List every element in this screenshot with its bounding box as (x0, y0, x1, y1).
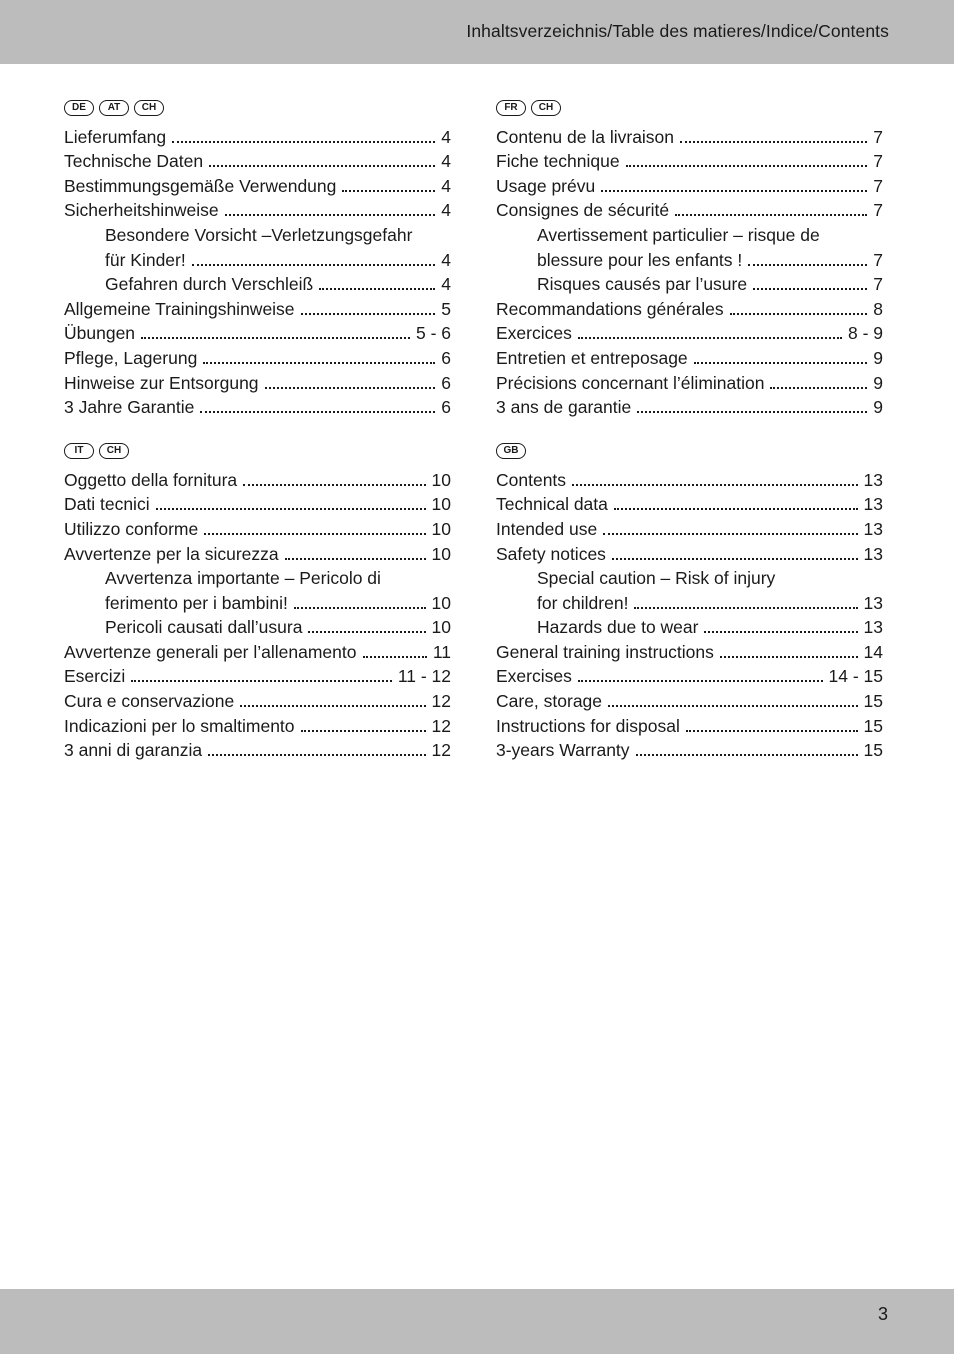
toc-entry (496, 514, 883, 539)
toc-entry-label: Hinweise zur Entsorgung (64, 372, 259, 393)
toc-entry-label: Oggetto della fornitura (64, 469, 238, 490)
toc-entry-label: Avvertenze per la sicurezza (64, 543, 279, 564)
toc-entry-label: Übungen (64, 323, 136, 344)
toc-entry (496, 270, 883, 295)
toc-entry (64, 637, 451, 662)
country-badge-fr: FR (496, 100, 526, 116)
toc-entry-label: Gefahren durch Verschleiß (105, 274, 314, 295)
toc-entry-label: Indicazioni per lo smaltimento (64, 715, 295, 736)
dot-leader (686, 727, 858, 732)
toc-entry-page: 11 - 12 (397, 666, 451, 687)
dot-leader (770, 384, 867, 389)
dot-leader (301, 310, 436, 315)
toc-entry-page: 13 (863, 518, 883, 539)
toc-entry-page: 12 (431, 715, 451, 736)
country-badges (64, 96, 451, 120)
toc-entry (496, 539, 883, 564)
dot-leader (204, 530, 425, 535)
toc-entry-label: Précisions concernant l’élimination (496, 372, 765, 393)
dot-leader (363, 653, 427, 658)
dot-leader (608, 702, 858, 707)
toc-entry (496, 171, 883, 196)
toc-entry-page: 4 (441, 274, 451, 295)
dot-leader (319, 285, 435, 290)
toc-entry (64, 294, 451, 319)
toc-entry (496, 686, 883, 711)
page-number: 3 (877, 1304, 888, 1324)
toc-entry-label: Avvertenza importante – Pericolo di (105, 568, 381, 589)
toc-entry (64, 711, 451, 736)
toc-entry (496, 662, 883, 687)
dot-leader (192, 261, 436, 266)
toc-entry-page: 7 (873, 274, 883, 295)
toc-entry-page: 7 (873, 175, 883, 196)
toc-entry-page: 12 (431, 740, 451, 761)
toc-entry (64, 662, 451, 687)
toc-entry (64, 514, 451, 539)
toc-entry-page: 13 (863, 592, 883, 613)
dot-leader (203, 359, 435, 364)
toc-entry-label: Lieferumfang (64, 126, 167, 147)
dot-leader (572, 481, 857, 486)
toc-entry (496, 613, 883, 638)
left-column (64, 96, 451, 782)
toc-entry-page: 8 (873, 298, 883, 319)
toc-entry-label: Contenu de la livraison (496, 126, 675, 147)
toc-entry-page: 4 (441, 175, 451, 196)
toc-entry (496, 588, 883, 613)
toc-entry-page: 10 (431, 617, 451, 638)
toc-entry-page: 5 - 6 (415, 323, 451, 344)
toc-entry-label: 3 ans de garantie (496, 397, 632, 418)
toc-entry-label: Technische Daten (64, 151, 204, 172)
dot-leader (243, 481, 425, 486)
toc-entry-label: Utilizzo conforme (64, 518, 199, 539)
toc-entry-page: 4 (441, 126, 451, 147)
toc-entry-page: 6 (441, 397, 451, 418)
toc-entry-page: 5 (441, 298, 451, 319)
toc-entry-label: 3 anni di garanzia (64, 740, 203, 761)
country-badges (496, 96, 883, 120)
page-header-title: Inhaltsverzeichnis/Table des matieres/Indice/Contents (466, 21, 889, 41)
toc-entry-label: 3-years Warranty (496, 740, 630, 761)
toc-entry-page: 6 (441, 372, 451, 393)
toc-entry (496, 220, 883, 245)
toc-entry-page: 14 (863, 641, 883, 662)
dot-leader (308, 628, 425, 633)
toc-entry (496, 245, 883, 270)
footer-bar (0, 1289, 954, 1354)
country-badge-at: AT (99, 100, 129, 116)
toc-entry-label: Recommandations générales (496, 298, 724, 319)
toc-entry (64, 343, 451, 368)
toc-entry-page: 9 (873, 397, 883, 418)
country-badge-ch: CH (531, 100, 561, 116)
toc-entry (64, 270, 451, 295)
toc-entry-label: Contents (496, 469, 567, 490)
toc-entry-page: 15 (863, 740, 883, 761)
toc-entry-page: 12 (431, 691, 451, 712)
toc-entry-page: 10 (431, 494, 451, 515)
toc-entry-page: 13 (863, 469, 883, 490)
toc-entry (64, 686, 451, 711)
toc-entry-page: 8 - 9 (847, 323, 883, 344)
dot-leader (225, 211, 436, 216)
dot-leader (748, 261, 867, 266)
toc-entry-page: 11 (432, 641, 451, 662)
dot-leader (675, 211, 867, 216)
dot-leader (301, 727, 426, 732)
toc-section-gb (496, 439, 883, 760)
toc-entry-page: 7 (873, 126, 883, 147)
toc-entry-page: 4 (441, 200, 451, 221)
dot-leader (720, 653, 858, 658)
dot-leader (612, 555, 858, 560)
dot-leader (636, 751, 858, 756)
toc-entry-page: 7 (873, 151, 883, 172)
dot-leader (209, 162, 435, 167)
toc-entry-label: Pflege, Lagerung (64, 347, 198, 368)
dot-leader (156, 505, 426, 510)
country-badge-it: IT (64, 443, 94, 459)
toc-entry (64, 588, 451, 613)
country-badges (64, 439, 451, 463)
toc-entry (64, 171, 451, 196)
dot-leader (141, 334, 410, 339)
dot-leader (294, 604, 426, 609)
toc-entry-page: 15 (863, 691, 883, 712)
toc-entry (496, 393, 883, 418)
toc-entry-page: 7 (873, 249, 883, 270)
dot-leader (200, 408, 435, 413)
toc-entry (496, 490, 883, 515)
toc-entry (496, 294, 883, 319)
country-badges (496, 439, 883, 463)
toc-entry-label: Fiche technique (496, 151, 620, 172)
dot-leader (578, 677, 823, 682)
toc-entry-label: Instructions for disposal (496, 715, 680, 736)
toc-entry (64, 613, 451, 638)
toc-entry (64, 220, 451, 245)
toc-entry-label: Safety notices (496, 543, 606, 564)
dot-leader (753, 285, 867, 290)
dot-leader (680, 138, 867, 143)
dot-leader (614, 505, 858, 510)
toc-entry (496, 122, 883, 147)
toc-entry (64, 368, 451, 393)
toc-entry-page: 13 (863, 543, 883, 564)
toc-entry (496, 147, 883, 172)
country-badge-gb: GB (496, 443, 526, 459)
toc-entry (64, 245, 451, 270)
toc-section-it (64, 439, 451, 760)
toc-entry (64, 539, 451, 564)
dot-leader (704, 628, 857, 633)
toc-entry-label: blessure pour les enfants ! (537, 249, 743, 270)
toc-entry-page: 10 (431, 543, 451, 564)
toc-entry-page: 4 (441, 151, 451, 172)
toc-entry (64, 196, 451, 221)
toc-entry-label: Exercises (496, 666, 572, 687)
dot-leader (240, 702, 425, 707)
toc-entry (64, 393, 451, 418)
toc-entry-label: Allgemeine Trainingshinweise (64, 298, 295, 319)
toc-entry-label: für Kinder! (105, 249, 186, 270)
toc-entry-page: 6 (441, 347, 451, 368)
dot-leader (603, 530, 857, 535)
toc-entry-label: Risques causés par l’usure (537, 274, 748, 295)
toc-entry (64, 465, 451, 490)
dot-leader (634, 604, 857, 609)
toc-entry-label: Exercices (496, 323, 572, 344)
toc-entry-label: Care, storage (496, 691, 603, 712)
toc-entry (496, 564, 883, 589)
toc-entry-page: 13 (863, 494, 883, 515)
toc-entry-label: Sicherheitshinweise (64, 200, 219, 221)
dot-leader (626, 162, 868, 167)
toc-entry-label: Besondere Vorsicht –Verletzungsgefahr (105, 224, 413, 245)
toc-entry (64, 122, 451, 147)
toc-entry (64, 490, 451, 515)
toc-section-de (64, 96, 451, 417)
toc-entry-label: Avertissement particulier – risque de (537, 224, 820, 245)
toc-entry-label: Pericoli causati dall’usura (105, 617, 303, 638)
toc-entry-label: General training instructions (496, 641, 714, 662)
dot-leader (637, 408, 867, 413)
toc-entry-label: Avvertenze generali per l’allenamento (64, 641, 357, 662)
toc-entry-label: Cura e conservazione (64, 691, 235, 712)
header-bar (0, 0, 954, 64)
dot-leader (131, 677, 392, 682)
toc-entry (496, 637, 883, 662)
toc-entry-label: Usage prévu (496, 175, 596, 196)
dot-leader (208, 751, 425, 756)
toc-entry-page: 9 (873, 347, 883, 368)
dot-leader (694, 359, 868, 364)
toc-section-fr (496, 96, 883, 417)
dot-leader (601, 187, 867, 192)
dot-leader (285, 555, 426, 560)
toc-entry (496, 368, 883, 393)
toc-entry (496, 465, 883, 490)
right-column (496, 96, 883, 782)
toc-entry-page: 10 (431, 469, 451, 490)
toc-entry-page: 10 (431, 592, 451, 613)
toc-entry (64, 564, 451, 589)
toc-entry (64, 147, 451, 172)
toc-entry-label: Bestimmungsgemäße Verwendung (64, 175, 337, 196)
toc-entry-label: Esercizi (64, 666, 126, 687)
toc-entry-label: Hazards due to wear (537, 617, 699, 638)
toc-entry-page: 14 - 15 (828, 666, 883, 687)
dot-leader (578, 334, 842, 339)
dot-leader (730, 310, 868, 315)
country-badge-de: DE (64, 100, 94, 116)
toc-entry-label: Special caution – Risk of injury (537, 568, 776, 589)
toc-entry (496, 736, 883, 761)
toc-entry (64, 319, 451, 344)
toc-entry-page: 13 (863, 617, 883, 638)
toc-entry (496, 196, 883, 221)
country-badge-ch: CH (134, 100, 164, 116)
dot-leader (265, 384, 436, 389)
toc-entry-page: 7 (873, 200, 883, 221)
toc-entry (64, 736, 451, 761)
toc-entry-label: Technical data (496, 494, 608, 515)
toc-entry (496, 711, 883, 736)
toc-entry-page: 4 (441, 249, 451, 270)
toc-entry-label: Dati tecnici (64, 494, 150, 515)
dot-leader (342, 187, 435, 192)
toc-entry (496, 343, 883, 368)
toc-entry-label: 3 Jahre Garantie (64, 397, 195, 418)
toc-entry-label: Consignes de sécurité (496, 200, 670, 221)
country-badge-ch: CH (99, 443, 129, 459)
toc-entry-label: ferimento per i bambini! (105, 592, 288, 613)
toc-entry-page: 9 (873, 372, 883, 393)
toc-entry-label: Entretien et entreposage (496, 347, 688, 368)
toc-entry-page: 15 (863, 715, 883, 736)
toc-entry-page: 10 (431, 518, 451, 539)
toc-entry-label: for children! (537, 592, 629, 613)
dot-leader (172, 138, 435, 143)
toc-entry (496, 319, 883, 344)
toc-entry-label: Intended use (496, 518, 598, 539)
